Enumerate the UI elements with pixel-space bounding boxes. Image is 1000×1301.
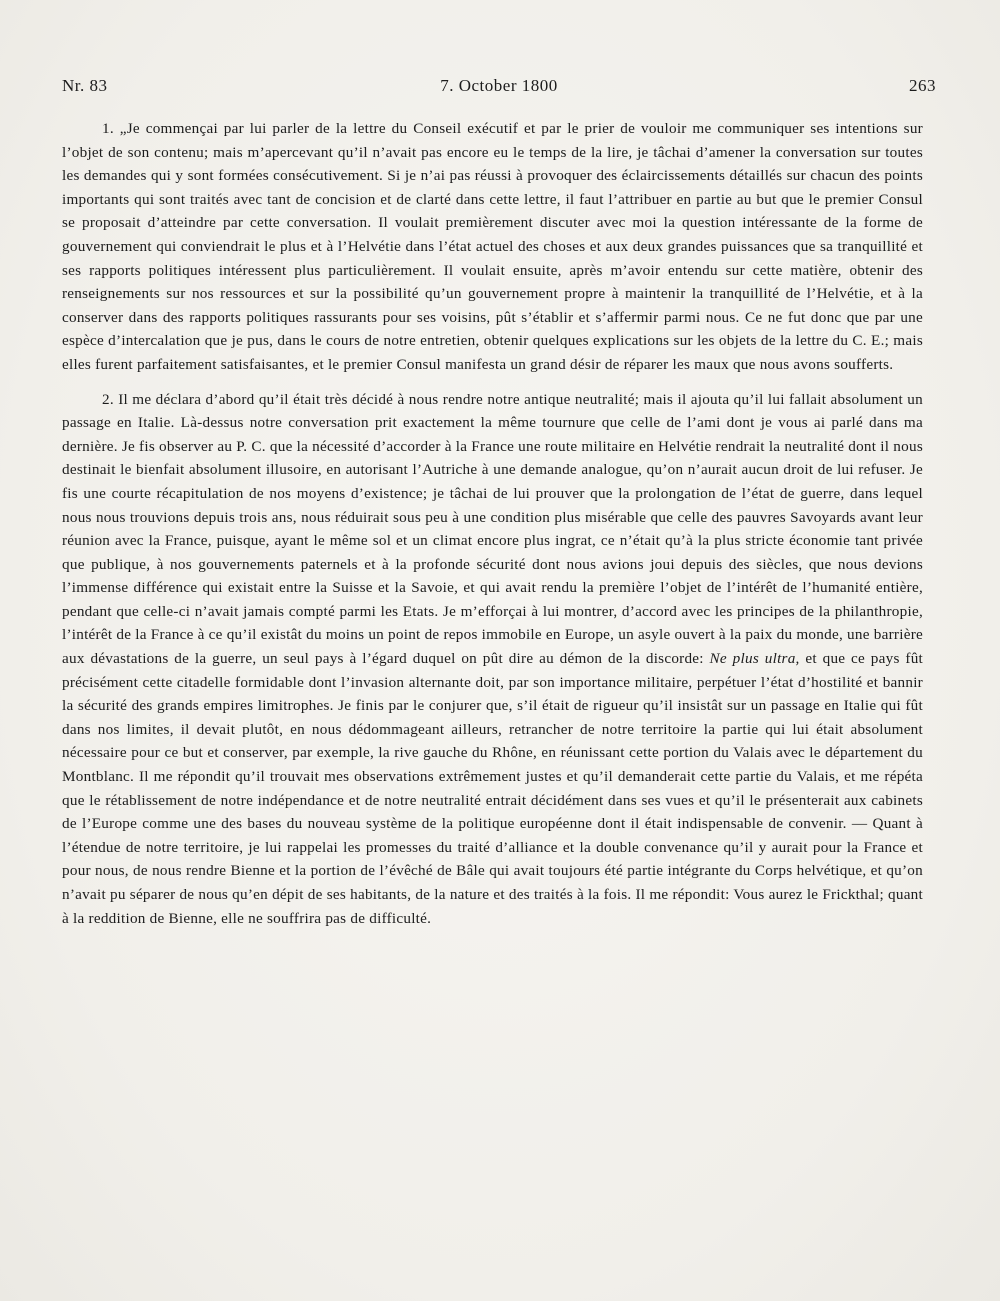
body-text [62,117,923,930]
page-date: 7. October 1800 [440,76,558,95]
latin-phrase: Ne plus ultra, [709,650,800,668]
paragraph-1-text: 1. „Je commençai par lui parler de la lettre du Conseil exécutif et par le prier de vouloir me communiquer ses intentions sur l’objet de son contenu; mais m’apercevant qu’il n’avait pas encore eu le temps de la lire, je tâchai d’amener la conversation sur toutes les demandes qui y sont formées consécutivement. Si je n’ai pas réussi à provoquer des éclaircissements détaillés sur chacun des points importants qui sont traités avec tant de concision et de clarté dans cette lettre, il faut l’attribuer en partie au but que le premier Consul se proposait d’atteindre par cette conversation. Il voulait premièrement discuter avec moi la question intéressante de la forme de gouvernement qui conviendrait le plus et à l’Helvétie dans l’état actuel des choses et aux deux grandes puissances que sa tranquillité et ses rapports politiques intéressent plus particulièrement. Il voulait ensuite, après m’avoir entendu sur cette matière, obtenir des renseignements sur nos ressources et sur la possibilité qu’un gouvernement propre à maintenir la tranquillité de l’Helvétie, et à la conserver dans des rapports politiques rassurants pour ses voisins, pût s’établir et s’affermir parmi nous. Ce ne fut donc que par une espèce d’intercalation que je pus, dans le cours de notre entretien, obtenir quelques explications sur les objets de la lettre du C. E.; mais elles furent parfaitement satisfaisantes, et le premier Consul manifesta un grand désir de réparer les maux que nous avons soufferts. [62,120,923,373]
page-number: 263 [909,76,936,95]
paragraph-1 [62,117,923,377]
paragraph-2-text-start: 2. Il me déclara d’abord qu’il était très décidé à nous rendre notre antique neutralité; mais il ajouta qu’il lui fallait absolument un passage en Italie. Là-dessus notre conversation prit exactement la même tournure que celle de l’ami dont je vous ai parlé dans ma dernière. Je fis observer au P. C. que la nécessité d’accorder à la France une route militaire en Helvétie rendrait la neutralité dont il nous destinait le bienfait absolument illusoire, en autorisant l’Autriche à une demande analogue, qu’on n’aurait aucun droit de lui refuser. Je fis une courte récapitulation de nos moyens d’existence; je tâchai de lui prouver que la prolongation de l’état de guerre, dans lequel nous nous trouvions depuis trois ans, nous réduirait sous peu à une condition plus misérable que celle des pauvres Savoyards avant leur réunion avec la France, puisque, ayant le même sol et un climat encore plus ingrat, ce n’était qu’à la plus stricte économie tant privée que publique, à nos gouvernements paternels et à la profonde sécurité dont nous avions joui depuis des siècles, que nous devions l’immense différence qui existait entre la Suisse et la Savoie, et qui avait rendu la première l’objet de l’intérêt de l’humanité entière, pendant que celle-ci n’avait jamais compté parmi les Etats. Je m’efforçai à lui montrer, d’accord avec les principes de la philanthropie, l’intérêt de la France à ce qu’il existât du moins un point de repos immobile en Europe, un asyle ouvert à la paix du monde, une barrière aux dévastations de la guerre, un seul pays à l’égard duquel on pût dire au démon de la discorde: [62,390,923,668]
paragraph-2 [62,388,923,931]
page-header [62,76,936,100]
paragraph-2-text-end: et que ce pays fût précisément cette citadelle formidable dont l’invasion alternante doit, par son importance militaire, perpétuer l’état d’hostilité et bannir la sécurité des grands empires limitrophes. Je finis par le conjurer que, s’il était de rigueur qu’il insistât sur un passage en Italie qui fût dans nos limites, il devait plutôt, en nous dédommageant ailleurs, retrancher de notre territoire la partie qui lui était absolument nécessaire pour ce but et conserver, par exemple, la rive gauche du Rhône, en réunissant cette portion du Valais avec le département du Montblanc. Il me répondit qu’il trouvait mes observations extrêmement justes et qu’il demanderait cette partie du Valais, et me répéta que le rétablissement de notre indépendance et de notre neutralité entrait décidément dans ses vues et qu’il le présenterait aux cabinets de l’Europe comme une des bases du nouveau système de la politique européenne dont il était indispensable de convenir. — Quant à l’étendue de notre territoire, je lui rappelai les promesses du traité d’alliance et la double convenance qu’il y aurait pour la France et pour nous, de nous rendre Bienne et la portion de l’évêché de Bâle qui avait toujours été partie intégrante du Corps helvétique, et qu’on n’avait pu séparer de nous qu’en dépit de ses habitants, de la nature et des traités à la fois. Il me répondit: Vous aurez le Frickthal; quant à la reddition de Bienne, elle ne souffrira pas de difficulté. [62,650,924,927]
document-number: Nr. 83 [62,76,108,95]
